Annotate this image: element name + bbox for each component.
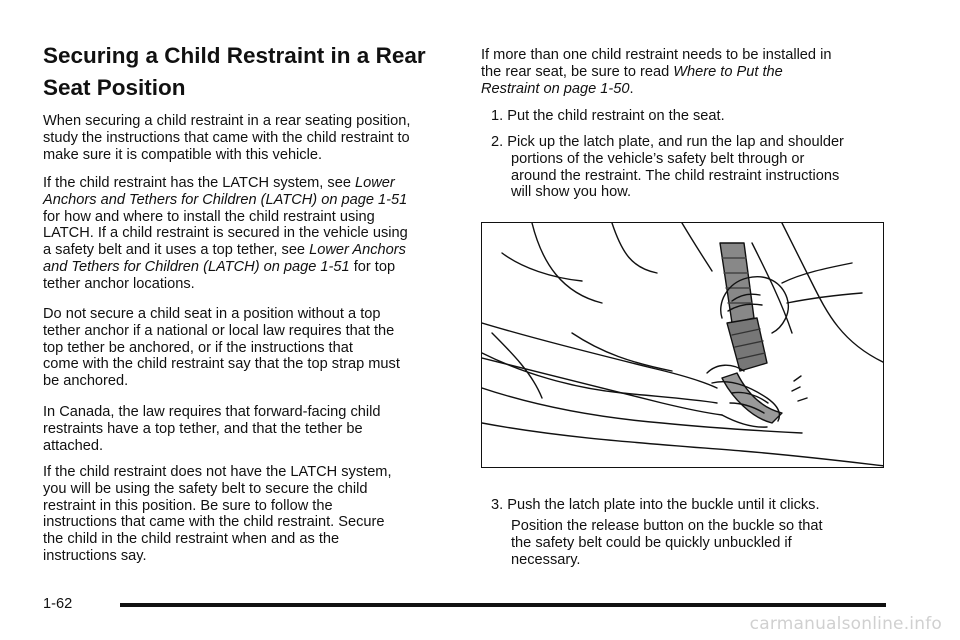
paragraph-top-tether: Do not secure a child seat in a position without a top tether anchor if a national or local law requires that the top tether be anchored, or if the instructions that come with the child restraint say that the top strap must be anchored. xyxy=(43,306,400,390)
step-1: 1. Put the child restraint on the seat. xyxy=(491,108,725,124)
buckle-illustration xyxy=(482,223,884,468)
paragraph-multiple-restraints: If more than one child restraint needs to be installed in the rear seat, be sure to read Where to Put the Restraint on page 1-50. xyxy=(481,47,832,97)
watermark: carmanualsonline.info xyxy=(749,614,942,634)
paragraph-canada: In Canada, the law requires that forward-facing child restraints have a top tether, and that the tether be attached. xyxy=(43,404,381,454)
step-3-note: Position the release button on the buckle so that the safety belt could be quickly unbuckled if necessary. xyxy=(511,518,823,568)
paragraph-compatibility: When securing a child restraint in a rear seating position, study the instructions that came with the child restraint to make sure it is compatible with this vehicle. xyxy=(43,113,411,163)
link-lower-anchors-2-cont[interactable]: and Tethers for Children (LATCH) on page 1-51 xyxy=(43,258,350,275)
link-lower-anchors[interactable]: Lower xyxy=(355,175,395,191)
link-where-to-put-cont[interactable]: Restraint on page 1-50 xyxy=(481,80,630,97)
step-3: 3. Push the latch plate into the buckle until it clicks. xyxy=(491,497,820,513)
section-title-line1: Securing a Child Restraint in a Rear xyxy=(43,43,426,68)
paragraph-latch: If the child restraint has the LATCH system, see Lower Anchors and Tethers for Children (LATCH) on page 1-51 for how and where to install the child restraint using LATCH. If a child restraint is secured in the vehicle using a safety belt and it uses a top tether, see Lower Anchors and Tethers for Children (LATCH) on page 1-51 for top tether anchor locations. xyxy=(43,175,408,292)
link-where-to-put[interactable]: Where to Put the xyxy=(673,63,783,80)
paragraph-no-latch: If the child restraint does not have the LATCH system, you will be using the safety belt to secure the child restraint in this position. Be sure to follow the instructions that came with the child restraint. Secure the child in the child restraint when and as the instructions say. xyxy=(43,464,392,564)
section-title xyxy=(43,40,453,104)
page-number: 1-62 xyxy=(43,596,73,612)
step-2: 2. Pick up the latch plate, and run the lap and shoulder portions of the vehicle’s safety belt through or around the restraint. The child restraint instructions will show you how. xyxy=(491,134,844,201)
section-title-line2: Seat Position xyxy=(43,75,186,100)
link-lower-anchors-2[interactable]: Lower Anchors xyxy=(309,242,406,259)
figure-buckling-belt xyxy=(481,222,884,468)
link-lower-anchors-cont[interactable]: Anchors and Tethers for Children (LATCH) on page 1-51 xyxy=(43,191,408,208)
footer-divider xyxy=(120,603,886,607)
